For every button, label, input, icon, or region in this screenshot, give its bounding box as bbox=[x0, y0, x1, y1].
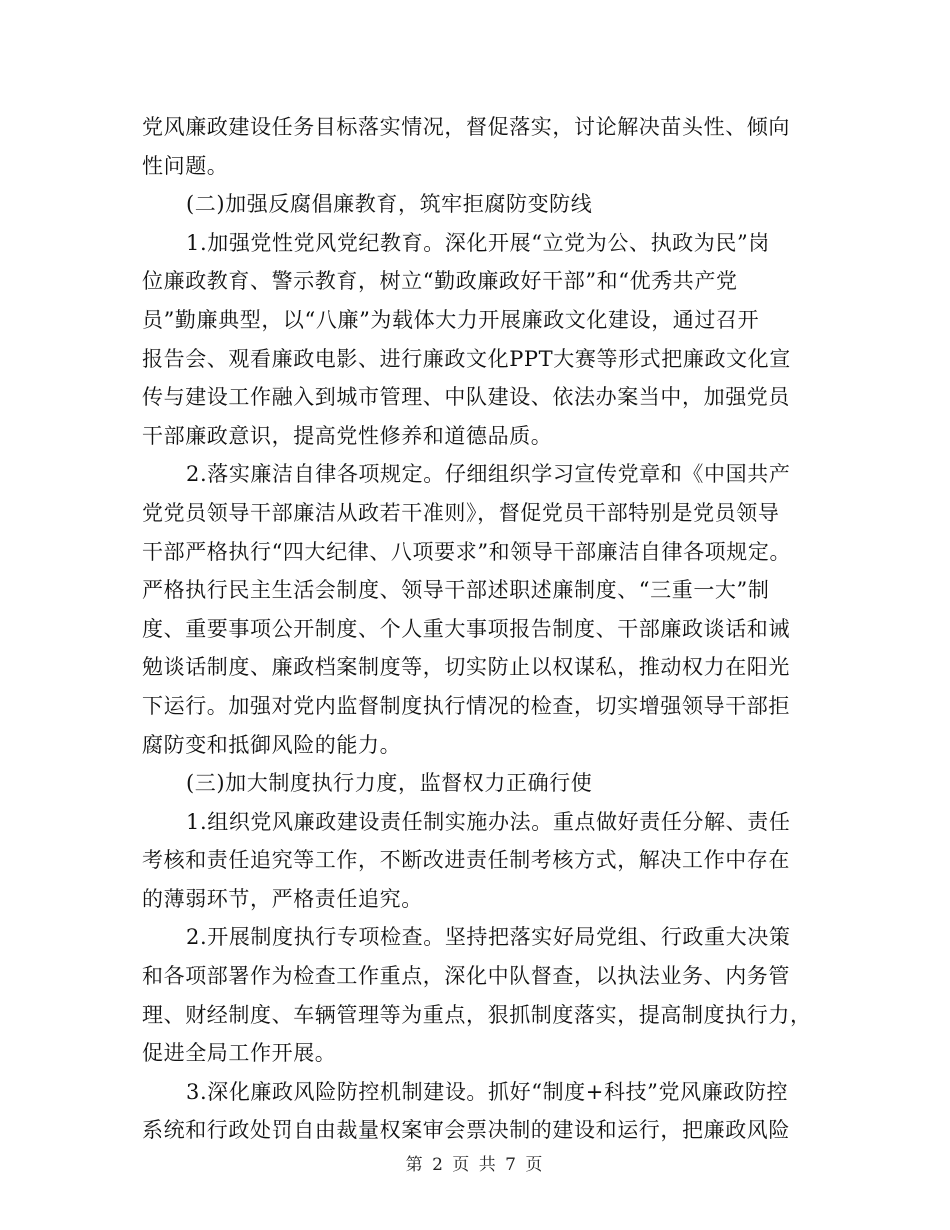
text-line: (三)加大制度执行力度，监督权力正确行使 bbox=[186, 771, 593, 796]
text-line: 促进全局工作开展。 bbox=[142, 1041, 337, 1066]
text-line: 腐防变和抵御风险的能力。 bbox=[142, 732, 402, 757]
text-line: 3.深化廉政风险防控机制建设。抓好“制度+科技”党风廉政防控 bbox=[186, 1079, 789, 1104]
text-line: 系统和行政处罚自由裁量权案审会票决制的建设和运行，把廉政风险 bbox=[142, 1118, 790, 1143]
text-line: 和各项部署作为检查工作重点，深化中队督查，以执法业务、内务管 bbox=[142, 964, 790, 989]
document-body bbox=[142, 108, 812, 1150]
text-line: 党风廉政建设任务目标落实情况，督促落实，讨论解决苗头性、倾向 bbox=[142, 115, 790, 139]
text-line: 干部严格执行“四大纪律、八项要求”和领导干部廉洁自律各项规定。 bbox=[142, 539, 792, 564]
text-line: 1.组织党风廉政建设责任制实施办法。重点做好责任分解、责任 bbox=[186, 809, 791, 834]
text-line: 度、重要事项公开制度、个人重大事项报告制度、干部廉政谈话和诫 bbox=[142, 616, 790, 641]
text-line: 员”勤廉典型，以“八廉”为载体大力开展廉政文化建设，通过召开 bbox=[142, 307, 760, 332]
text-line: 报告会、观看廉政电影、进行廉政文化PPT大赛等形式把廉政文化宣 bbox=[142, 346, 791, 371]
text-line: 的薄弱环节，严格责任追究。 bbox=[142, 886, 423, 911]
text-line: 党党员领导干部廉洁从政若干准则》，督促党员干部特别是党员领导 bbox=[142, 500, 780, 525]
text-line: 理、财经制度、车辆管理等为重点，狠抓制度落实，提高制度执行力， bbox=[142, 1002, 812, 1027]
text-line: 下运行。加强对党内监督制度执行情况的检查，切实增强领导干部拒 bbox=[142, 693, 790, 718]
text-line: 考核和责任追究等工作，不断改进责任制考核方式，解决工作中存在 bbox=[142, 848, 790, 873]
text-line: 严格执行民主生活会制度、领导干部述职述廉制度、“三重一大”制 bbox=[142, 578, 770, 603]
text-line: 性问题。 bbox=[142, 153, 229, 178]
text-line: (二)加强反腐倡廉教育，筑牢拒腐防变防线 bbox=[186, 192, 593, 217]
text-line: 位廉政教育、警示教育，树立“勤政廉政好干部”和“优秀共产党 bbox=[142, 269, 738, 294]
text-line: 勉谈话制度、廉政档案制度等，切实防止以权谋私，推动权力在阳光 bbox=[142, 655, 790, 680]
text-line: 2.落实廉洁自律各项规定。仔细组织学习宣传党章和《中国共产 bbox=[186, 462, 791, 487]
text-line: 1.加强党性党风党纪教育。深化开展“立党为公、执政为民”岗 bbox=[186, 230, 770, 255]
text-line: 2.开展制度执行专项检查。坚持把落实好局党组、行政重大决策 bbox=[186, 925, 791, 950]
text-line: 传与建设工作融入到城市管理、中队建设、依法办案当中，加强党员 bbox=[142, 385, 790, 410]
page-number-footer: 第 2 页 共 7 页 bbox=[405, 1155, 545, 1175]
text-line: 干部廉政意识，提高党性修养和道德品质。 bbox=[142, 423, 553, 448]
